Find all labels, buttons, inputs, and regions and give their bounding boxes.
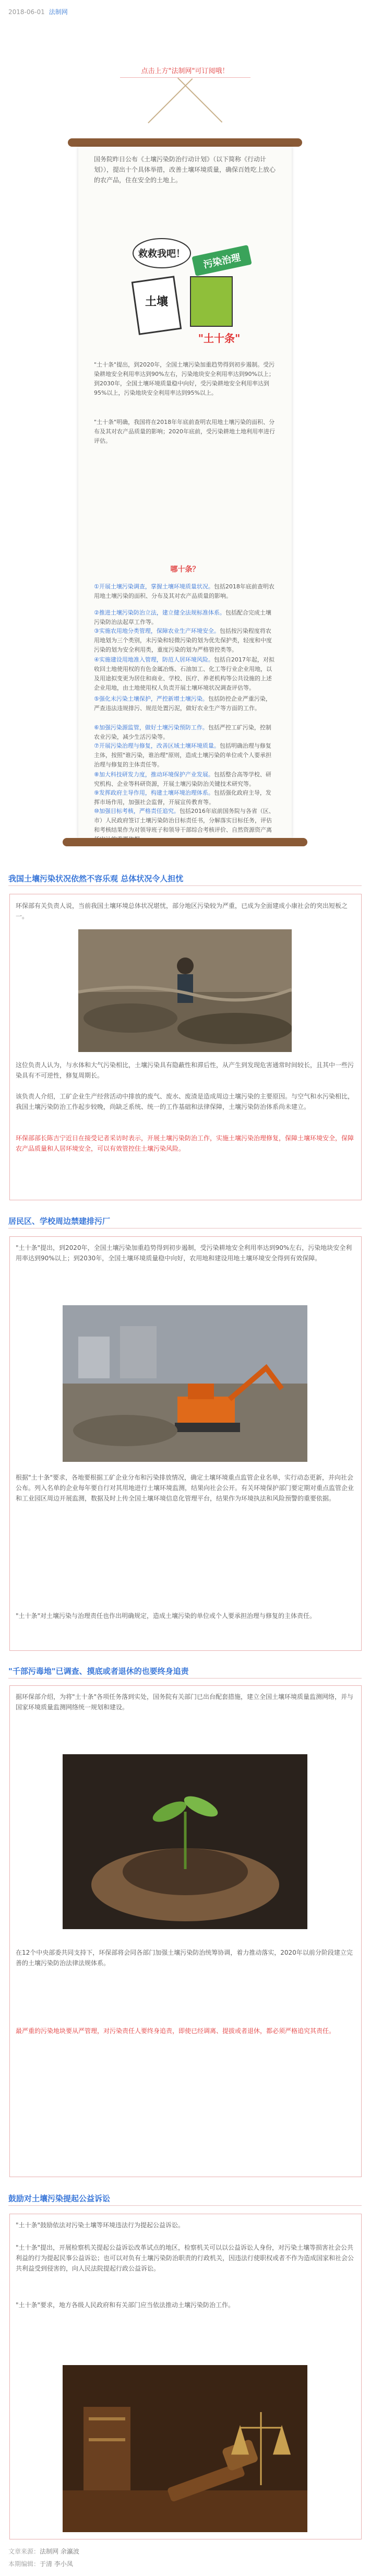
section-title-1: 我国土壤污染状况依然不容乐观 总体状况令人担忧 — [8, 874, 184, 883]
intro-paragraph: 国务院昨日公布《土壤污染防治行动计划》（以下简称《行动计划》），提出十个具体举措，改善土壤环境质量，确保百姓吃上放心的农产品，住在安全的土地上。 — [94, 156, 276, 184]
section3-paragraph-1: 据环保部介绍，为将"土十条"各项任务落到实处，国务院有关部门已出台配套措施，建立全国土壤环境质量监测网络，并与国家环境质量监测网络统一规划和建设。 — [16, 1693, 354, 1711]
polluted-soil-photo — [78, 929, 292, 1052]
section-title-3: "千部污毒地"已调查、摸底或者退休的也要终身追责 — [8, 1667, 189, 1676]
section-divider — [8, 2205, 362, 2206]
section1-paragraph-4: 环保部部长陈吉宁近日在接受记者采访时表示，开展土壤污染防治工作，实施土壤污染治理修复，保障土壤环境安全，保障农产品质量和人居环境安全，可以有效管控住土壤污染风险。 — [16, 1135, 354, 1152]
hanging-cord-right — [148, 78, 193, 123]
section-title-4: 鼓励对土壤污染提起公益诉讼 — [8, 2194, 111, 2203]
follow-divider — [120, 77, 250, 78]
section2-paragraph-3: "土十条"对土壤污染与治理责任也作出明确规定，造成土壤污染的单位或个人要承担治理与修复的主体责任。 — [16, 1612, 316, 1620]
section4-paragraph-3: "土十条"要求，地方各级人民政府和有关部门应当依法推动土壤污染防治工作。 — [16, 2301, 235, 2309]
section2-paragraph-2: 根据"土十条"要求，各地要根据工矿企业分布和污染排放情况，确定土壤环境重点监管企业名单，实行动态更新，并向社会公布。列入名单的企业每年要自行对其用地进行土壤环境监测，结果向社会公开。有关环境保护部门要定期对重点监管企业和工业园区周边开展监测，数据及时上传全国土壤环境信息化管理平台，结果作为环境执法和风险预警的重要依据。 — [16, 1474, 354, 1502]
cartoon-save-text: 救救我吧！ — [138, 249, 185, 259]
goals-paragraph-1: "土十条"提出，到2020年，全国土壤污染加重趋势得到初步遏制。受污染耕地安全利用率达到90%左右，污染地块安全利用率达到90%以上；到2030年，全国土壤环境质量稳中向好，受污染耕地安全利用率达到95%以上，污染地块安全利用率达到95%以上。 — [94, 361, 275, 396]
article-editor: 本期编辑：于清 李小凤 — [8, 2560, 73, 2568]
section3-paragraph-2: 在12个中央部委共同支持下，环保部将会同各部门加强土壤污染防治统筹协调，着力推动落实，2020年以前分阶段建立完善的土壤污染防治法律法规体系。 — [16, 1949, 353, 1967]
section-divider — [8, 885, 362, 886]
measure-item: ⑩加强目标考核，严格责任追究。包括2016年底前国务院与各省（区、市）人民政府签订土壤污染防治目标责任书，分解落实目标任务，评估和考核结果作为对领导班子和领导干部综合考核评价、自然资源资产离 — [94, 808, 274, 833]
cartoon-slogan: "土十条" — [198, 332, 241, 345]
section-divider — [8, 1678, 362, 1679]
measure-item: ⑤强化未污染土壤保护，严控新增土壤污染。包括防控企业严重污染，严查违法违规排污、规范处置污泥，做好农业生产等方面的工作。 — [94, 695, 271, 712]
section4-paragraph-1: "土十条"鼓励依法对污染土壤等环境违法行为提起公益诉讼。 — [16, 2221, 185, 2229]
hanging-cord-left — [177, 78, 222, 123]
section4-paragraph-2: "土十条"提出，开展检察机关提起公益诉讼改革试点的地区，检察机关可以以公益诉讼人身份，对污染土壤等损害社会公共利益的行为提起民事公益诉讼；也可以对负有土壤污染防治职责的行政机关，因违法行使职权或者不作为造成国家和社会公共利益受到侵害的，向人民法院提起行政公益诉讼。 — [16, 2244, 354, 2272]
section1-paragraph-1: 环保部有关负责人说，当前我国土壤环境总体状况堪忧，部分地区污染较为严重，已成为全面建成小康社会的突出短板之一。 — [16, 902, 348, 920]
courtroom-gavel-photo — [63, 2365, 307, 2532]
section1-paragraph-3: 该负责人介绍，工矿企业生产经营活动中排放的废气、废水、废渣是造成周边土壤污染的主要原因。与空气和水污染相比，我国土壤污染防治工作起步较晚，尚缺乏系统、统一的工作基础和法律保障，土壤污染防治体系尚未建立。 — [16, 1093, 354, 1110]
soil-pollution-cartoon — [115, 230, 256, 350]
measure-item: ⑧加大科技研发力度，推动环境保护产业发展。包括整合高等学校、研究机构、企业等科研资源，开展土壤污染防治关键技术研究等。 — [94, 771, 271, 787]
cartoon-earth-text: 土壤 — [145, 296, 169, 309]
scroll-rod-bottom — [63, 838, 307, 846]
section-title-2: 居民区、学校周边禁建排污厂 — [8, 1216, 111, 1226]
follow-prompt[interactable]: 点击上方"法制网"可订阅哦！ — [141, 67, 229, 75]
article-meta — [8, 7, 68, 16]
cartoon-badge: 污染治理 — [202, 252, 242, 271]
measure-item: ③实施农用地分类管理，保障农业生产环境安全。包括按污染程度将农用地划为三个类别，未污染和轻微污染的划为优先保护类，轻度和中度污染的划为安全利用类，重度污染的划为严格管控类等。 — [94, 628, 272, 653]
section1-paragraph-2: 这位负责人认为，与水体和大气污染相比，土壤污染具有隐蔽性和滞后性，从产生到发现危害通常时间较长，且其中一些污染具有不可逆性，修复周期长。 — [16, 1061, 354, 1079]
which-ten-heading: 哪十条？ — [170, 565, 200, 574]
measure-item: ④实施建设用地准入管理，防范人居环境风险。包括自2017年起，对拟收回土地使用权的有色金属冶炼、石油加工、化工等行业企业用地，以及用途拟变更为居住和商业、学校、医疗、养老机构等公共设施的上述企业用地，由土地使用权人负责开展土壤环境状况调查评估等。 — [94, 656, 274, 691]
article-source: 文章来源：法制网 余瀛波 — [8, 2548, 79, 2555]
section2-paragraph-1: "土十条"提出，到2020年，全国土壤污染加重趋势得到初步遏制，受污染耕地安全利用率达到90%左右，污染地块安全利用率达到90%以上；到2030年，全国土壤环境质量稳中向好，农用地和建设用地土壤环境安全得到有效保障。 — [16, 1244, 352, 1262]
source-link[interactable]: 法制网 — [49, 8, 68, 16]
measure-item: ①开展土壤污染调查，掌握土壤环境质量状况。包括2018年底前查明农用地土壤污染的面积、分布及其对农产品质量的影响。 — [94, 583, 274, 599]
goals-paragraph-2: "土十条"明确，我国将在2018年年底前查明农用地土壤污染的面积、分布及其对农产品质量的影响；2020年底前，受污染耕地土地利用率进行评估。 — [94, 419, 275, 444]
measure-item: ⑨发挥政府主导作用，构建土壤环境治理体系。包括强化政府主导，发挥市场作用，加强社会监督，开展宣传教育等。 — [94, 789, 271, 806]
measure-item: ⑦开展污染治理与修复，改善区域土壤环境质量。包括明确治理与修复主体，按照"谁污染，谁治理"原则，造成土壤污染的单位或个人要承担治理与修复的主体责任等。 — [94, 742, 272, 768]
seedling-in-hands-photo — [63, 1754, 307, 1929]
measure-item: ⑥加强污染源监管，做好土壤污染预防工作。包括严控工矿污染，控制农业污染，减少生活污染等。 — [94, 724, 271, 740]
publish-date: 2018-06-01 — [8, 8, 45, 16]
scroll-rod-top — [68, 138, 302, 147]
excavator-site-photo — [63, 1305, 307, 1462]
measure-item: ②推进土壤污染防治立法，建立健全法规标准体系。包括配合完成土壤污染防治法起草工作等。 — [94, 609, 271, 625]
section3-paragraph-3: 最严重的污染地块要从严管理，对污染责任人要终身追责，即使已经调离、提拔或者退休，都必须严格追究其责任。 — [16, 2027, 336, 2035]
